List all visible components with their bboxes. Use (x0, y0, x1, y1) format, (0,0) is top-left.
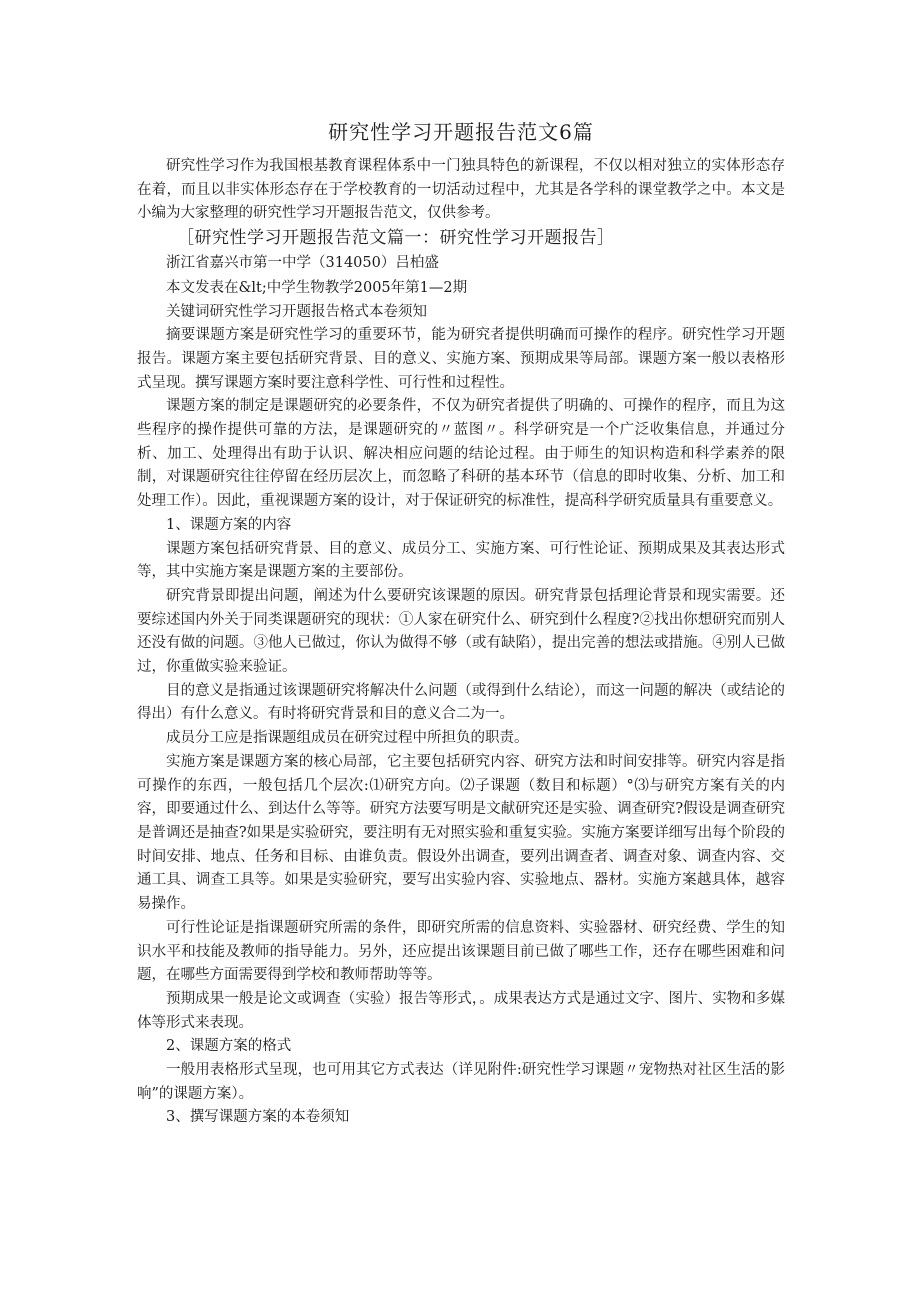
author-line: 浙江省嘉兴市第一中学（314050）吕柏盛 (166, 255, 439, 272)
section-heading: ［研究性学习开题报告范文篇一：研究性学习开题报告］ (177, 228, 615, 249)
body-paragraph: 实施方案是课题方案的核心局部，它主要包括研究内容、研究方法和时间安排等。研究内容是指可操作的东西，一般包括几个层次:⑴研究方向。⑵子课题（数目和标题）°⑶与研究方案有关的内容，即要通过什么、到达什么等等。研究方法要写明是文献研究还是实验、调查研究?假设是调查研究是普调还是抽查?如果是实验研究，要注明有无对照实验和重复实验。实施方案要详细写出每个阶段的时间安排、地点、任务和目标、由谁负责。假设外出调查，要列出调查者、调查对象、调查内容、交通工具、调查工具等。如果是实验研究，要写出实验内容、实验地点、器材。实施方案越具体，越容易操作。 (137, 753, 785, 913)
body-paragraph: 预期成果一般是论文或调查（实验）报告等形式，。成果表达方式是通过文字、图片、实物和多媒体等形式来表现。 (137, 990, 785, 1031)
numbered-heading: 1、课题方案的内容 (166, 516, 292, 533)
body-paragraph: 可行性论证是指课题研究所需的条件，即研究所需的信息资料、实验器材、研究经费、学生的知识水平和技能及教师的指导能力。另外，还应提出该课题目前已做了哪些工作，还存在哪些困难和问题，在哪些方面需要得到学校和教师帮助等等。 (137, 919, 785, 984)
document-title: 研究性学习开题报告范文6篇 (328, 120, 594, 144)
intro-paragraph: 研究性学习作为我国根基教育课程体系中一门独具特色的新课程，不仅以相对独立的实体形态存在着，而且以非实体形态存在于学校教育的一切活动过程中，尤其是各学科的课堂教学之中。本文是小编为大家整理的研究性学习开题报告范文，仅供参考。 (137, 158, 785, 222)
body-paragraph: 一般用表格形式呈现，也可用其它方式表达（详见附件:研究性学习课题〃宠物热对社区生活的影响”的课题方案）。 (137, 1062, 785, 1102)
body-paragraph: 研究背景即提出问题，阐述为什么要研究该课题的原因。研究背景包括理论背景和现实需要。还要综述国内外关于同类课题研究的现状：①人家在研究什么、研究到什么程度?②找出你想研究而别人还没有做的问题。③他人已做过，你认为做得不够（或有缺陷），提出完善的想法或措施。④别人已做过，你重做实验来验证。 (137, 587, 785, 676)
body-paragraph: 课题方案的制定是课题研究的必要条件，不仅为研究者提供了明确的、可操作的程序，而且为这些程序的操作提供可靠的方法，是课题研究的〃蓝图〃。科学研究是一个广泛收集信息，并通过分析、加工、处理得出有助于认识、解决相应问题的结论过程。由于师生的知识构造和科学素养的限制，对课题研究往往停留在经历层次上，而忽略了科研的基本环节（信息的即时收集、分析、加工和处理工作）。因此，重视课题方案的设计，对于保证研究的标准性，提高科学研究质量具有重要意义。 (137, 398, 785, 510)
abstract-paragraph: 摘要课题方案是研究性学习的重要环节，能为研究者提供明确而可操作的程序。研究性学习开题报告。课题方案主要包括研究背景、目的意义、实施方案、预期成果等局部。课题方案一般以表格形式呈现。撰写课题方案时要注意科学性、可行性和过程性。 (137, 327, 785, 391)
body-paragraph: 成员分工应是指课题组成员在研究过程中所担负的职责。 (166, 730, 529, 747)
body-paragraph: 目的意义是指通过该课题研究将解决什么问题（或得到什么结论），而这一问题的解决（或结论的得出）有什么意义。有时将研究背景和目的意义合二为一。 (137, 682, 785, 723)
body-paragraph: 课题方案包括研究背景、目的意义、成员分工、实施方案、可行性论证、预期成果及其表达形式等，其中实施方案是课题方案的主要部份。 (137, 540, 785, 581)
numbered-heading: 3、撰写课题方案的本卷须知 (166, 1109, 350, 1126)
keywords-line: 关键词研究性学习开题报告格式本卷须知 (166, 303, 427, 320)
numbered-heading: 2、课题方案的格式 (166, 1038, 292, 1055)
publication-line: 本文发表在&lt;中学生物教学2005年第1—2期 (166, 279, 468, 296)
document-body (137, 118, 785, 1130)
